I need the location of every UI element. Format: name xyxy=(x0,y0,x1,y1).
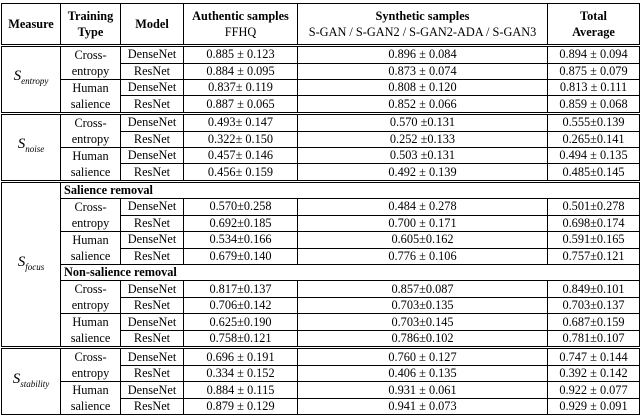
synthetic-cell: 0.873 ± 0.074 xyxy=(298,63,548,80)
synthetic-cell: 0.786±0.102 xyxy=(298,330,548,348)
measure-noise xyxy=(2,114,61,182)
synthetic-cell: 0.503 ±0.131 xyxy=(298,148,548,164)
header-training-type xyxy=(61,4,121,46)
total-cell: 0.392 ± 0.142 xyxy=(548,365,640,382)
synthetic-cell: 0.703±0.135 xyxy=(298,297,548,314)
model-cell: ResNet xyxy=(121,96,184,114)
total-cell: 0.698±0.174 xyxy=(548,215,640,232)
header-total-title: Total xyxy=(580,9,607,23)
model-cell: ResNet xyxy=(121,297,184,314)
table-row xyxy=(2,182,640,199)
total-cell: 0.875 ± 0.079 xyxy=(548,63,640,80)
training-type-line: Human xyxy=(72,383,109,398)
authentic-cell: 0.884 ± 0.115 xyxy=(184,382,298,399)
header-synthetic xyxy=(298,4,548,46)
model-cell: DenseNet xyxy=(121,114,184,132)
table-row xyxy=(2,348,640,366)
authentic-cell: 0.884 ± 0.095 xyxy=(184,63,298,80)
authentic-cell: 0.692±0.185 xyxy=(184,215,298,232)
model-cell: ResNet xyxy=(121,248,184,265)
measure-focus xyxy=(2,182,61,348)
results-table xyxy=(1,3,640,415)
model-cell: ResNet xyxy=(121,215,184,232)
synthetic-cell: 0.703±0.145 xyxy=(298,314,548,330)
model-cell: DenseNet xyxy=(121,232,184,249)
synthetic-cell: 0.406 ± 0.135 xyxy=(298,365,548,382)
authentic-cell: 0.534±0.166 xyxy=(184,232,298,249)
measure-symbol: S xyxy=(17,136,26,153)
table-row xyxy=(2,281,640,298)
table-row xyxy=(2,199,640,216)
total-cell: 0.849±0.101 xyxy=(548,281,640,298)
total-cell: 0.894 ± 0.094 xyxy=(548,46,640,64)
section-label-salience-removal: Salience removal xyxy=(61,182,640,199)
total-cell: 0.494 ± 0.135 xyxy=(548,148,640,164)
header-authentic-title: Authentic samples xyxy=(192,9,289,23)
training-type-human-salience xyxy=(61,148,121,182)
authentic-cell: 0.334 ± 0.152 xyxy=(184,365,298,382)
training-type-cross-entropy xyxy=(61,46,121,80)
total-cell: 0.501±0.278 xyxy=(548,199,640,216)
measure-subscript: focus xyxy=(25,261,45,272)
synthetic-cell: 0.605±0.162 xyxy=(298,232,548,249)
model-cell: DenseNet xyxy=(121,46,184,64)
synthetic-cell: 0.484 ± 0.278 xyxy=(298,199,548,216)
authentic-cell: 0.679±0.140 xyxy=(184,248,298,265)
training-type-line: entropy xyxy=(71,64,110,78)
header-total-subtitle: Average xyxy=(572,25,615,39)
synthetic-cell: 0.776 ± 0.106 xyxy=(298,248,548,265)
synthetic-cell: 0.941 ± 0.073 xyxy=(298,398,548,415)
authentic-cell: 0.758±0.121 xyxy=(184,330,298,348)
model-cell: ResNet xyxy=(121,365,184,382)
total-cell: 0.703±0.137 xyxy=(548,297,640,314)
table-row xyxy=(2,114,640,132)
model-cell: ResNet xyxy=(121,330,184,348)
measure-subscript: entropy xyxy=(21,76,49,87)
training-type-line: entropy xyxy=(71,366,110,381)
measure-subscript: noise xyxy=(25,144,45,155)
training-type-line: Human xyxy=(72,233,109,248)
model-cell: ResNet xyxy=(121,398,184,415)
header-measure: Measure xyxy=(2,4,61,46)
table-row xyxy=(2,314,640,330)
total-cell: 0.781±0.107 xyxy=(548,330,640,348)
training-type-human-salience xyxy=(61,80,121,114)
total-cell: 0.687±0.159 xyxy=(548,314,640,330)
synthetic-cell: 0.852 ± 0.066 xyxy=(298,96,548,114)
training-type-line: Human xyxy=(72,315,109,330)
total-cell: 0.929 ± 0.091 xyxy=(548,398,640,415)
total-cell: 0.555±0.139 xyxy=(548,114,640,132)
total-cell: 0.591±0.165 xyxy=(548,232,640,249)
model-cell: ResNet xyxy=(121,63,184,80)
authentic-cell: 0.696 ± 0.191 xyxy=(184,348,298,366)
header-synthetic-title: Synthetic samples xyxy=(375,9,470,23)
model-cell: DenseNet xyxy=(121,314,184,330)
model-cell: DenseNet xyxy=(121,348,184,366)
training-type-cross-entropy xyxy=(61,348,121,382)
training-type-line: salience xyxy=(70,249,111,264)
table-row xyxy=(2,46,640,64)
total-cell: 0.265±0.141 xyxy=(548,131,640,148)
total-cell: 0.747 ± 0.144 xyxy=(548,348,640,366)
authentic-cell: 0.456± 0.159 xyxy=(184,164,298,182)
synthetic-cell: 0.857±0.087 xyxy=(298,281,548,298)
training-type-line: salience xyxy=(70,399,111,414)
training-type-line: Human xyxy=(72,81,109,95)
model-cell: DenseNet xyxy=(121,281,184,298)
total-cell: 0.922 ± 0.077 xyxy=(548,382,640,399)
authentic-cell: 0.837± 0.119 xyxy=(184,80,298,96)
authentic-cell: 0.322± 0.150 xyxy=(184,131,298,148)
training-type-line: entropy xyxy=(71,132,110,146)
total-cell: 0.485±0.145 xyxy=(548,164,640,182)
training-type-human-salience xyxy=(61,232,121,265)
authentic-cell: 0.570±0.258 xyxy=(184,199,298,216)
synthetic-cell: 0.252 ±0.133 xyxy=(298,131,548,148)
synthetic-cell: 0.808 ± 0.120 xyxy=(298,80,548,96)
training-type-human-salience xyxy=(61,314,121,348)
model-cell: ResNet xyxy=(121,131,184,148)
table-row xyxy=(2,265,640,281)
model-cell: ResNet xyxy=(121,164,184,182)
training-type-line: Cross- xyxy=(74,200,107,215)
total-cell: 0.813 ± 0.111 xyxy=(548,80,640,96)
training-type-line: Cross- xyxy=(74,48,107,62)
measure-symbol: S xyxy=(12,370,21,387)
authentic-cell: 0.457± 0.146 xyxy=(184,148,298,164)
total-cell: 0.757±0.121 xyxy=(548,248,640,265)
table-row xyxy=(2,382,640,399)
synthetic-cell: 0.700 ± 0.171 xyxy=(298,215,548,232)
measure-symbol: S xyxy=(17,253,26,270)
header-model: Model xyxy=(121,4,184,46)
training-type-line: salience xyxy=(70,331,111,346)
header-synthetic-subtitle: S-GAN / S-GAN2 / S-GAN2-ADA / S-GAN3 xyxy=(308,25,537,39)
authentic-cell: 0.493± 0.147 xyxy=(184,114,298,132)
measure-stability xyxy=(2,348,61,415)
training-type-line: salience xyxy=(70,165,111,179)
header-total xyxy=(548,4,640,46)
training-type-cross-entropy xyxy=(61,114,121,148)
section-label-non-salience-removal: Non-salience removal xyxy=(61,265,640,281)
synthetic-cell: 0.896 ± 0.084 xyxy=(298,46,548,64)
header-authentic-subtitle: FFHQ xyxy=(224,25,257,39)
training-type-cross-entropy xyxy=(61,199,121,232)
training-type-line: entropy xyxy=(71,216,110,231)
authentic-cell: 0.887 ± 0.065 xyxy=(184,96,298,114)
synthetic-cell: 0.931 ± 0.061 xyxy=(298,382,548,399)
training-type-line: entropy xyxy=(71,298,110,313)
training-type-line: Cross- xyxy=(74,116,107,130)
authentic-cell: 0.706±0.142 xyxy=(184,297,298,314)
model-cell: DenseNet xyxy=(121,80,184,96)
header-training-type-text: Training Type xyxy=(67,9,114,39)
training-type-human-salience xyxy=(61,382,121,415)
model-cell: DenseNet xyxy=(121,199,184,216)
authentic-cell: 0.879 ± 0.129 xyxy=(184,398,298,415)
authentic-cell: 0.625±0.190 xyxy=(184,314,298,330)
header-row xyxy=(2,4,640,46)
measure-subscript: stability xyxy=(20,378,50,389)
training-type-line: Cross- xyxy=(74,350,107,365)
total-cell: 0.859 ± 0.068 xyxy=(548,96,640,114)
table-row xyxy=(2,232,640,249)
measure-symbol: S xyxy=(13,68,22,85)
synthetic-cell: 0.760 ± 0.127 xyxy=(298,348,548,366)
authentic-cell: 0.885 ± 0.123 xyxy=(184,46,298,64)
model-cell: DenseNet xyxy=(121,382,184,399)
model-cell: DenseNet xyxy=(121,148,184,164)
training-type-cross-entropy xyxy=(61,281,121,314)
synthetic-cell: 0.570 ±0.131 xyxy=(298,114,548,132)
synthetic-cell: 0.492 ± 0.139 xyxy=(298,164,548,182)
training-type-line: Human xyxy=(72,149,109,163)
table-row xyxy=(2,148,640,164)
authentic-cell: 0.817±0.137 xyxy=(184,281,298,298)
header-authentic xyxy=(184,4,298,46)
training-type-line: salience xyxy=(70,97,111,111)
training-type-line: Cross- xyxy=(74,282,107,297)
measure-entropy xyxy=(2,46,61,114)
table-row xyxy=(2,80,640,96)
